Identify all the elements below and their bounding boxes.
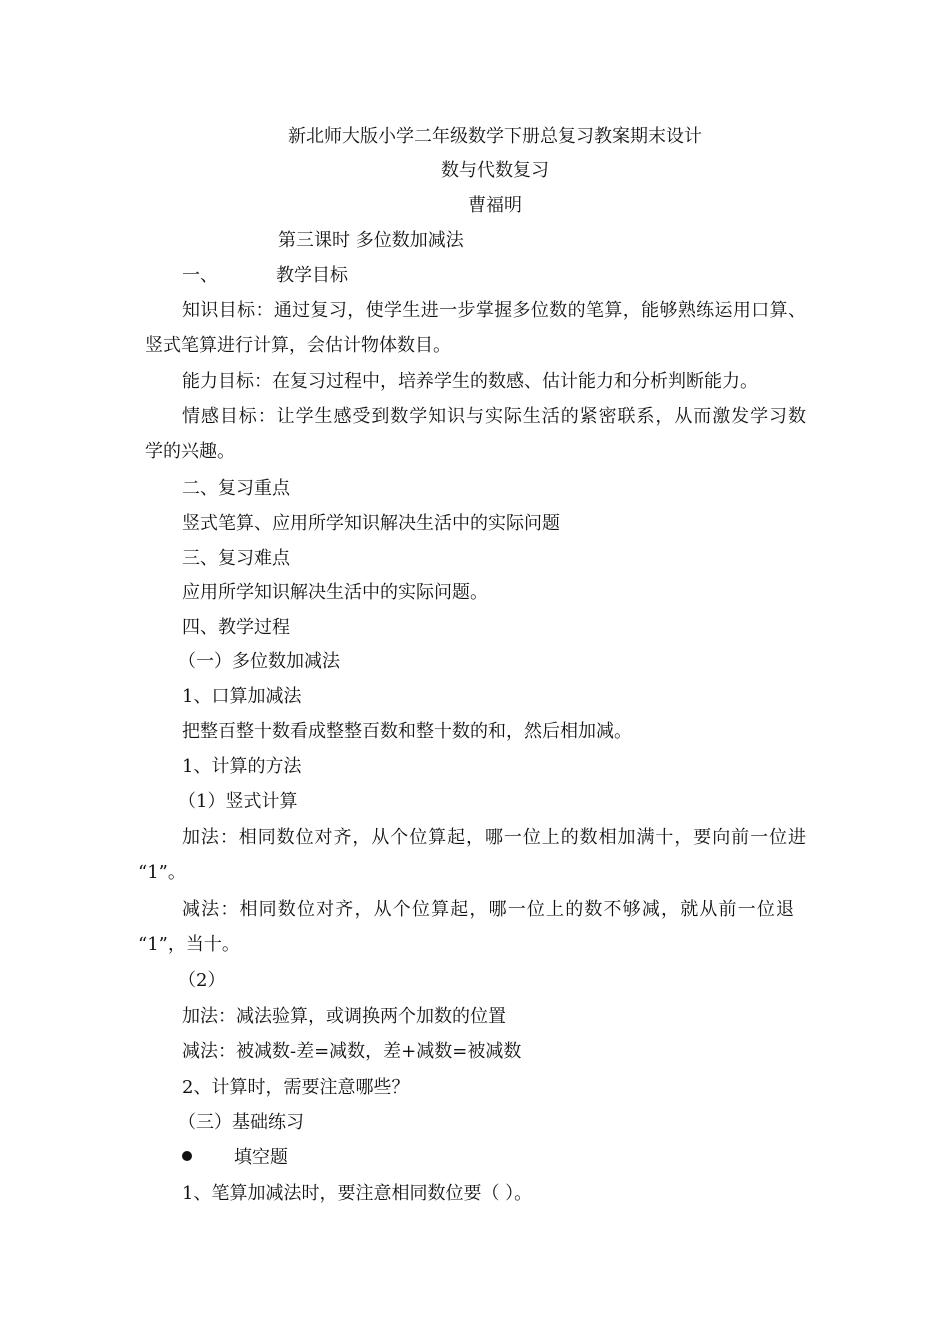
addition-check: 加法：减法验算，或调换两个加数的位置 xyxy=(182,1006,506,1027)
addition-rule-line-2: “1”。 xyxy=(138,862,186,883)
item-mental-math-body: 把整百整十数看成整整百数和整十数的和，然后相加减。 xyxy=(182,721,632,742)
part-three-title: （三）基础练习 xyxy=(178,1112,304,1133)
check-calc-title: （2） xyxy=(178,970,226,991)
section-heading-key-points: 二、复习重点 xyxy=(182,478,290,499)
bullet-item-fill-blank xyxy=(182,1146,288,1170)
key-points-body: 竖式笔算、应用所学知识解决生活中的实际问题 xyxy=(182,513,560,534)
ability-objective: 能力目标：在复习过程中，培养学生的数感、估计能力和分析判断能力。 xyxy=(182,371,758,392)
section-number: 一、 xyxy=(182,265,218,286)
part-one-title: （一）多位数加减法 xyxy=(178,651,340,672)
document-title: 新北师大版小学二年级数学下册总复习教案期末设计 xyxy=(288,126,702,147)
document-subtitle: 数与代数复习 xyxy=(441,160,549,181)
bullet-title: 填空题 xyxy=(234,1147,288,1168)
addition-rule-line-1: 加法：相同数位对齐，从个位算起，哪一位上的数相加满十，要向前一位进 xyxy=(182,827,806,848)
section-heading-process: 四、教学过程 xyxy=(182,617,290,638)
question-1: 1、笔算加减法时，要注意相同数位要（ ）。 xyxy=(182,1183,533,1204)
item-attention-title: 2、计算时，需要注意哪些？ xyxy=(182,1077,410,1098)
emotion-objective-line-1: 情感目标：让学生感受到数学知识与实际生活的紧密联系，从而激发学习数 xyxy=(182,406,806,427)
subtraction-rule-line-1: 减法：相同数位对齐，从个位算起，哪一位上的数不够减，就从前一位退 xyxy=(182,899,794,920)
section-title: 教学目标 xyxy=(276,265,348,286)
item-mental-math-title: 1、口算加减法 xyxy=(182,686,302,707)
lesson-title: 第三课时 多位数加减法 xyxy=(278,230,464,251)
document-author: 曹福明 xyxy=(468,195,522,216)
emotion-objective-line-2: 学的兴趣。 xyxy=(145,441,235,462)
vertical-calc-title: （1）竖式计算 xyxy=(178,791,298,812)
subtraction-rule-line-2: “1”，当十。 xyxy=(138,934,240,955)
knowledge-objective-line-1: 知识目标：通过复习，使学生进一步掌握多位数的笔算，能够熟练运用口算、 xyxy=(182,300,806,321)
subtraction-check: 减法：被减数-差=减数，差+减数=被减数 xyxy=(182,1041,522,1062)
bullet-icon xyxy=(182,1151,192,1161)
section-heading-objectives xyxy=(182,264,348,288)
section-heading-difficulties: 三、复习难点 xyxy=(182,548,290,569)
item-method-title: 1、计算的方法 xyxy=(182,756,302,777)
knowledge-objective-line-2: 竖式笔算进行计算，会估计物体数目。 xyxy=(145,335,451,356)
difficulties-body: 应用所学知识解决生活中的实际问题。 xyxy=(182,582,488,603)
